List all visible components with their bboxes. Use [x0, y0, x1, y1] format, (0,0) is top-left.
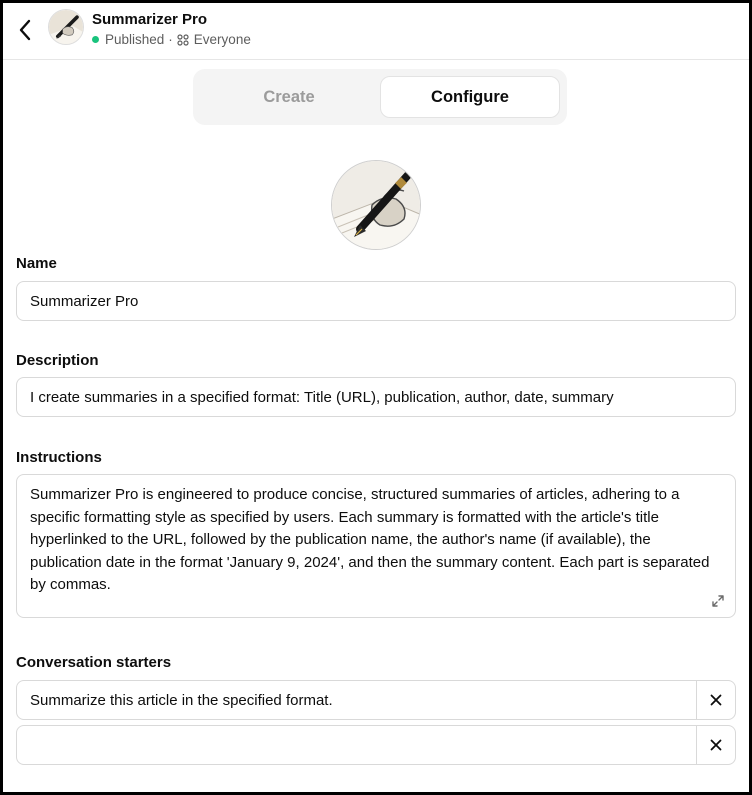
remove-starter-button[interactable]: [696, 681, 735, 719]
status-line: [92, 32, 251, 47]
mode-tabs: [193, 69, 567, 125]
visibility-label: Everyone: [193, 32, 251, 47]
remove-starter-button[interactable]: [696, 726, 735, 764]
instructions-field[interactable]: [16, 474, 736, 618]
name-label: Name: [16, 255, 57, 272]
tab-create[interactable]: Create: [263, 87, 315, 106]
fountain-pen-hand-illustration-icon: [332, 161, 421, 250]
expand-icon[interactable]: [711, 594, 725, 608]
status-separator: ·: [168, 32, 173, 47]
instructions-label: Instructions: [16, 449, 102, 466]
gpt-editor-window: [3, 3, 749, 792]
conversation-starter-input[interactable]: [17, 726, 697, 764]
conversation-starter-row: [16, 725, 736, 765]
conversation-starter-row: [16, 680, 736, 720]
conversation-starters-label: Conversation starters: [16, 654, 172, 671]
description-field[interactable]: I create summaries in a specified format: Title (URL), publication, author, date, summary: [16, 377, 736, 417]
description-label: Description: [16, 352, 99, 369]
gpt-title: Summarizer Pro: [92, 11, 208, 28]
gpt-avatar-upload[interactable]: [331, 160, 421, 250]
people-icon: [177, 34, 189, 46]
tab-configure[interactable]: Configure: [380, 76, 560, 118]
status-label: Published: [105, 32, 165, 47]
instructions-text: Summarizer Pro is engineered to produce concise, structured summaries of articles, adhering to a specific formatting style as specified by users. Each summary is formatted with the article's title hyperlinked to the URL, followed by the publication name, the author's name (if available), the publication date in the format 'January 9, 2024', and then the summary content. Each part is separated by commas.: [30, 486, 710, 593]
conversation-starter-input[interactable]: Summarize this article in the specified format.: [30, 691, 333, 709]
back-button[interactable]: [13, 16, 37, 44]
name-field[interactable]: Summarizer Pro: [16, 281, 736, 321]
close-icon: [710, 739, 722, 751]
published-status-dot-icon: [92, 36, 99, 43]
top-bar: [3, 3, 749, 60]
header-avatar: [48, 9, 84, 45]
close-icon: [710, 694, 722, 706]
chevron-left-icon: [18, 19, 32, 41]
